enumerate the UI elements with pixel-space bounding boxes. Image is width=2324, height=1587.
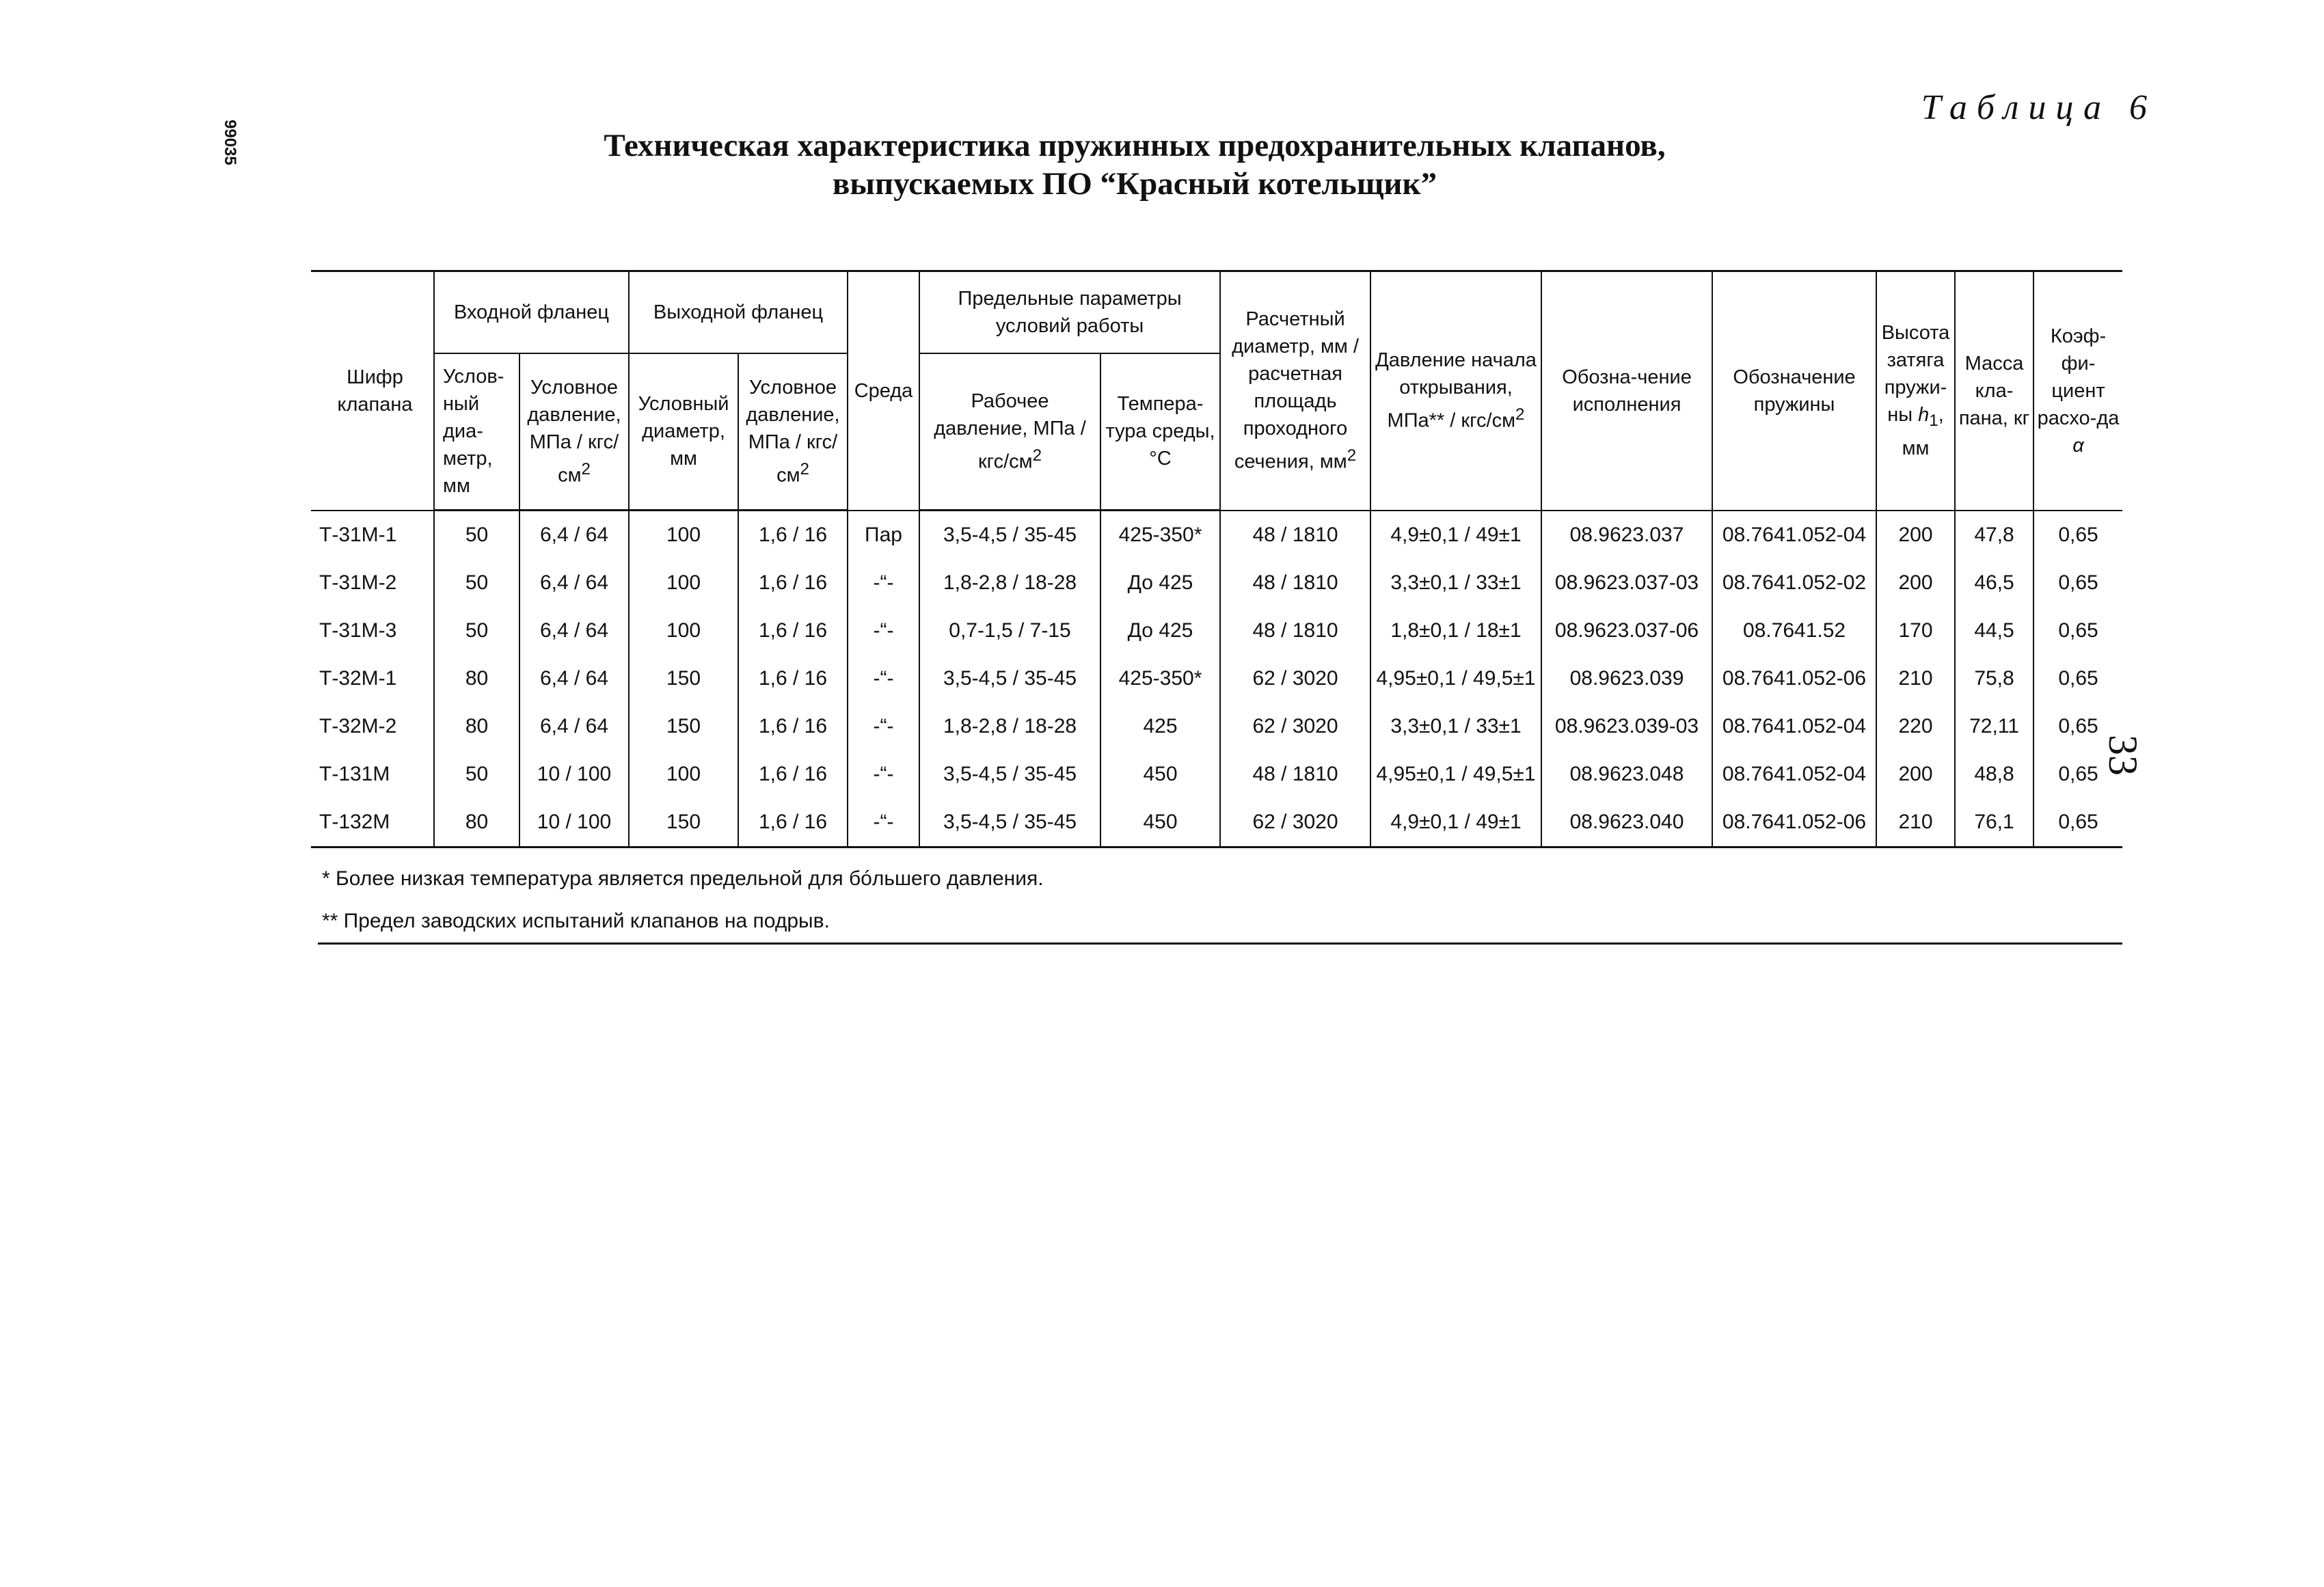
cell-shifr: Т-31М-2	[311, 559, 434, 607]
document-title	[519, 126, 1750, 203]
header-inlet-pressure: Условное давление, МПа / кгс/$см^2$	[519, 353, 629, 511]
footnote-divider	[318, 942, 2122, 945]
cell-calc-diameter: 48 / 1810	[1220, 511, 1370, 560]
cell-outlet-diameter: 100	[629, 607, 738, 655]
cell-inlet-diameter: 50	[434, 750, 519, 798]
cell-work-pressure: 3,5-4,5 / 35-45	[919, 511, 1100, 560]
table-row	[311, 703, 2122, 750]
cell-outlet-diameter: 150	[629, 703, 738, 750]
header-inlet-flange: Входной фланец	[434, 271, 629, 353]
cell-inlet-diameter: 50	[434, 511, 519, 560]
header-open-pressure: Давление начала открывания, МПа** / кгс/$см^2$	[1370, 271, 1541, 511]
cell-medium: -“-	[848, 798, 919, 847]
cell-open-pressure: 1,8±0,1 / 18±1	[1370, 607, 1541, 655]
cell-coefficient: 0,65	[2033, 750, 2122, 798]
cell-temperature: 425-350*	[1100, 511, 1220, 560]
cell-mass: 47,8	[1955, 511, 2033, 560]
table-row	[311, 607, 2122, 655]
cell-work-pressure: 3,5-4,5 / 35-45	[919, 798, 1100, 847]
cell-mass: 44,5	[1955, 607, 2033, 655]
cell-calc-diameter: 48 / 1810	[1220, 750, 1370, 798]
cell-calc-diameter: 62 / 3020	[1220, 703, 1370, 750]
cell-work-pressure: 1,8-2,8 / 18-28	[919, 703, 1100, 750]
cell-work-pressure: 0,7-1,5 / 7-15	[919, 607, 1100, 655]
cell-outlet-diameter: 100	[629, 559, 738, 607]
table-row	[311, 655, 2122, 703]
header-outlet-pressure: Условное давление, МПа / кгс/$см^2$	[738, 353, 848, 511]
cell-designation: 08.9623.037-03	[1541, 559, 1712, 607]
header-spring: Обозначение пружины	[1712, 271, 1876, 511]
cell-calc-diameter: 62 / 3020	[1220, 655, 1370, 703]
header-coefficient: Коэф-фи-циент расхо-да α	[2033, 271, 2122, 511]
table-row	[311, 798, 2122, 847]
cell-coefficient: 0,65	[2033, 655, 2122, 703]
cell-spring: 08.7641.052-06	[1712, 655, 1876, 703]
header-inlet-diameter: Услов-ный диа-метр, мм	[434, 353, 519, 511]
cell-inlet-diameter: 80	[434, 798, 519, 847]
header-outlet-diameter: Условный диаметр, мм	[629, 353, 738, 511]
cell-temperature: 450	[1100, 798, 1220, 847]
cell-temperature: До 425	[1100, 607, 1220, 655]
cell-coefficient: 0,65	[2033, 511, 2122, 560]
cell-temperature: 425	[1100, 703, 1220, 750]
cell-shifr: Т-131М	[311, 750, 434, 798]
cell-outlet-diameter: 100	[629, 750, 738, 798]
cell-spring: 08.7641.52	[1712, 607, 1876, 655]
cell-coefficient: 0,65	[2033, 607, 2122, 655]
cell-shifr: Т-32М-1	[311, 655, 434, 703]
cell-work-pressure: 1,8-2,8 / 18-28	[919, 559, 1100, 607]
cell-mass: 75,8	[1955, 655, 2033, 703]
header-calc-diameter: Расчетный диаметр, мм / расчетная площадь проходного сечения, $мм^2$	[1220, 271, 1370, 511]
cell-outlet-pressure: 1,6 / 16	[738, 607, 848, 655]
cell-medium: -“-	[848, 703, 919, 750]
cell-spring: 08.7641.052-02	[1712, 559, 1876, 607]
cell-medium: Пар	[848, 511, 919, 560]
footnote-test-limit: ** Предел заводских испытаний клапанов на подрыв.	[322, 910, 830, 932]
cell-coefficient: 0,65	[2033, 703, 2122, 750]
cell-inlet-pressure: 6,4 / 64	[519, 511, 629, 560]
cell-work-pressure: 3,5-4,5 / 35-45	[919, 655, 1100, 703]
cell-medium: -“-	[848, 655, 919, 703]
cell-open-pressure: 4,95±0,1 / 49,5±1	[1370, 655, 1541, 703]
cell-inlet-diameter: 50	[434, 607, 519, 655]
cell-temperature: До 425	[1100, 559, 1220, 607]
cell-inlet-pressure: 6,4 / 64	[519, 703, 629, 750]
cell-designation: 08.9623.039	[1541, 655, 1712, 703]
header-shifr: Шифр клапана	[311, 271, 434, 511]
table-row	[311, 511, 2122, 560]
cell-spring: 08.7641.052-06	[1712, 798, 1876, 847]
cell-shifr: Т-31М-1	[311, 511, 434, 560]
cell-outlet-diameter: 150	[629, 798, 738, 847]
header-designation: Обозна-чение исполнения	[1541, 271, 1712, 511]
cell-mass: 46,5	[1955, 559, 2033, 607]
footnotes	[318, 858, 2122, 945]
cell-open-pressure: 4,9±0,1 / 49±1	[1370, 798, 1541, 847]
cell-inlet-diameter: 50	[434, 559, 519, 607]
table-header	[311, 271, 2122, 511]
page-number: 33	[2100, 735, 2146, 776]
cell-mass: 76,1	[1955, 798, 2033, 847]
cell-spring: 08.7641.052-04	[1712, 750, 1876, 798]
cell-designation: 08.9623.037	[1541, 511, 1712, 560]
cell-spring: 08.7641.052-04	[1712, 703, 1876, 750]
cell-shifr: Т-31М-3	[311, 607, 434, 655]
cell-designation: 08.9623.039-03	[1541, 703, 1712, 750]
cell-spring-height: 220	[1876, 703, 1955, 750]
cell-shifr: Т-32М-2	[311, 703, 434, 750]
cell-shifr: Т-132М	[311, 798, 434, 847]
cell-medium: -“-	[848, 750, 919, 798]
cell-spring-height: 210	[1876, 798, 1955, 847]
title-line-2: выпускаемых ПО “Красный котельщик”	[832, 166, 1437, 202]
cell-spring-height: 200	[1876, 559, 1955, 607]
header-outlet-flange: Выходной фланец	[629, 271, 848, 353]
cell-inlet-diameter: 80	[434, 703, 519, 750]
cell-medium: -“-	[848, 607, 919, 655]
table-row	[311, 750, 2122, 798]
header-work-pressure: Рабочее давление, МПа / кгс/$см^2$	[919, 353, 1100, 511]
footnote-temperature: * Более низкая температура является предельной для бóльшего давления.	[322, 867, 1044, 890]
cell-spring-height: 210	[1876, 655, 1955, 703]
cell-coefficient: 0,65	[2033, 559, 2122, 607]
cell-outlet-diameter: 150	[629, 655, 738, 703]
cell-mass: 48,8	[1955, 750, 2033, 798]
header-spring-height: Высота затяга пружи-ны $h_1$, мм	[1876, 271, 1955, 511]
valve-spec-table	[311, 270, 2122, 848]
cell-open-pressure: 4,95±0,1 / 49,5±1	[1370, 750, 1541, 798]
cell-medium: -“-	[848, 559, 919, 607]
cell-inlet-diameter: 80	[434, 655, 519, 703]
cell-designation: 08.9623.040	[1541, 798, 1712, 847]
cell-calc-diameter: 48 / 1810	[1220, 607, 1370, 655]
cell-inlet-pressure: 6,4 / 64	[519, 559, 629, 607]
cell-spring-height: 170	[1876, 607, 1955, 655]
cell-spring: 08.7641.052-04	[1712, 511, 1876, 560]
cell-calc-diameter: 48 / 1810	[1220, 559, 1370, 607]
cell-temperature: 425-350*	[1100, 655, 1220, 703]
header-mass: Масса кла-пана, кг	[1955, 271, 2033, 511]
cell-inlet-pressure: 10 / 100	[519, 750, 629, 798]
cell-coefficient: 0,65	[2033, 798, 2122, 847]
cell-open-pressure: 3,3±0,1 / 33±1	[1370, 559, 1541, 607]
cell-work-pressure: 3,5-4,5 / 35-45	[919, 750, 1100, 798]
cell-open-pressure: 3,3±0,1 / 33±1	[1370, 703, 1541, 750]
cell-spring-height: 200	[1876, 750, 1955, 798]
cell-outlet-pressure: 1,6 / 16	[738, 798, 848, 847]
side-code: 99035	[221, 120, 239, 165]
cell-temperature: 450	[1100, 750, 1220, 798]
cell-outlet-pressure: 1,6 / 16	[738, 750, 848, 798]
cell-outlet-pressure: 1,6 / 16	[738, 559, 848, 607]
cell-designation: 08.9623.037-06	[1541, 607, 1712, 655]
cell-inlet-pressure: 6,4 / 64	[519, 655, 629, 703]
cell-open-pressure: 4,9±0,1 / 49±1	[1370, 511, 1541, 560]
table-row	[311, 559, 2122, 607]
cell-calc-diameter: 62 / 3020	[1220, 798, 1370, 847]
cell-inlet-pressure: 10 / 100	[519, 798, 629, 847]
cell-designation: 08.9623.048	[1541, 750, 1712, 798]
title-line-1: Техническая характеристика пружинных предохранительных клапанов,	[604, 128, 1666, 163]
cell-mass: 72,11	[1955, 703, 2033, 750]
table-body	[311, 511, 2122, 847]
cell-outlet-pressure: 1,6 / 16	[738, 655, 848, 703]
cell-outlet-pressure: 1,6 / 16	[738, 511, 848, 560]
table-label: Таблица 6	[1921, 88, 2157, 127]
header-limit-params: Предельные параметры условий работы	[919, 271, 1220, 353]
cell-spring-height: 200	[1876, 511, 1955, 560]
header-medium: Среда	[848, 271, 919, 511]
cell-outlet-diameter: 100	[629, 511, 738, 560]
header-temperature: Темпера-тура среды, °С	[1100, 353, 1220, 511]
cell-outlet-pressure: 1,6 / 16	[738, 703, 848, 750]
cell-inlet-pressure: 6,4 / 64	[519, 607, 629, 655]
